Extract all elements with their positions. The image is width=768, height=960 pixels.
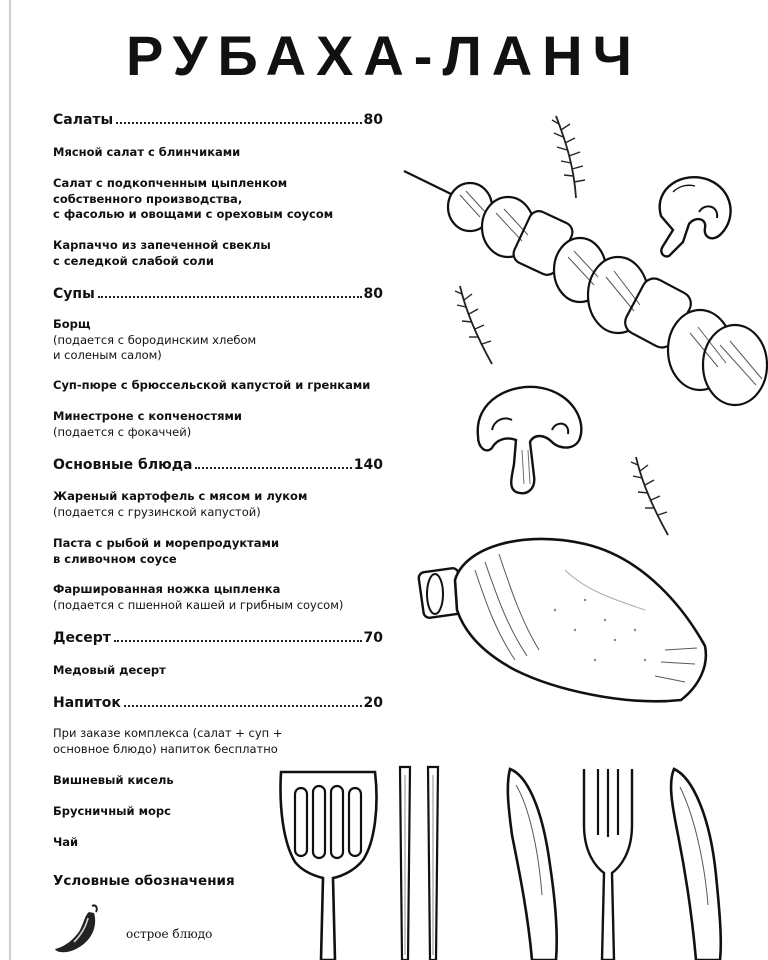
section-header-salads <box>53 110 383 130</box>
section-name: Салаты <box>53 112 114 128</box>
knife-icon <box>664 765 728 960</box>
menu-item <box>53 378 393 394</box>
mushroom-icon <box>472 380 588 498</box>
section-price: 140 <box>353 457 383 473</box>
page-edge-line <box>9 0 11 960</box>
menu-item <box>53 409 393 440</box>
item-name: Минестроне с копченостями <box>53 409 242 423</box>
knife-icon <box>502 765 560 960</box>
menu-item <box>53 238 393 269</box>
menu-item <box>53 663 393 679</box>
item-name: Салат с подкопченным цыпленком собственного производства, с фасолью и овощами с ореховым соусом <box>53 176 334 221</box>
menu-item <box>53 176 393 223</box>
section-price: 80 <box>363 286 383 302</box>
dot-leader <box>114 640 362 642</box>
chili-pepper-icon <box>52 900 102 955</box>
spatula-icon <box>275 766 381 960</box>
dot-leader <box>98 296 362 298</box>
menu-item <box>53 145 393 161</box>
item-name: Фаршированная ножка цыпленка <box>53 582 281 596</box>
section-price: 80 <box>363 112 383 128</box>
section-header-dessert <box>53 628 383 648</box>
item-name: Чай <box>53 835 79 849</box>
chopsticks-icon <box>396 765 444 960</box>
section-header-mains <box>53 455 383 475</box>
menu-item <box>53 489 393 520</box>
section-name: Основные блюда <box>53 457 193 473</box>
item-note: (подается с бородинским хлебом и соленым салом) <box>53 332 257 362</box>
dot-leader <box>116 122 361 124</box>
rosemary-sprig-icon <box>628 455 673 537</box>
item-name: Паста с рыбой и морепродуктами в сливочном соусе <box>53 536 280 566</box>
menu-item <box>53 317 393 364</box>
item-name: Мясной салат с блинчиками <box>53 145 241 159</box>
section-name: Супы <box>53 286 95 302</box>
mushroom-icon <box>643 172 735 260</box>
section-price: 20 <box>363 695 383 711</box>
section-name: Напиток <box>53 695 121 711</box>
item-note: (подается с фокаччей) <box>53 424 192 439</box>
item-name: Суп-пюре с брюссельской капустой и гренками <box>53 378 371 392</box>
menu-title: РУБАХА-ЛАНЧ <box>126 24 642 87</box>
item-name: Брусничный морс <box>53 804 171 818</box>
legend-title: Условные обозначения <box>53 873 235 889</box>
item-note: (подается с грузинской капустой) <box>53 504 261 519</box>
fork-icon <box>578 765 638 960</box>
item-name: Медовый десерт <box>53 663 166 677</box>
chicken-leg-icon <box>415 530 715 710</box>
item-note: (подается с пшенной кашей и грибным соусом) <box>53 597 344 612</box>
section-price: 70 <box>363 630 383 646</box>
menu-item <box>53 536 393 567</box>
legend-label: острое блюдо <box>126 927 213 941</box>
menu-item <box>53 726 393 757</box>
item-name: Карпаччо из запеченной свеклы с селедкой слабой соли <box>53 238 271 268</box>
item-name: Жареный картофель с мясом и луком <box>53 489 308 503</box>
item-name: Вишневый кисель <box>53 773 174 787</box>
menu-item <box>53 582 393 613</box>
item-name: Борщ <box>53 317 91 331</box>
section-header-drinks <box>53 693 383 713</box>
section-name: Десерт <box>53 630 111 646</box>
dot-leader <box>124 705 362 707</box>
dot-leader <box>195 467 351 469</box>
section-header-soups <box>53 284 383 304</box>
item-note: При заказе комплекса (салат + суп + основное блюдо) напиток бесплатно <box>53 726 283 756</box>
